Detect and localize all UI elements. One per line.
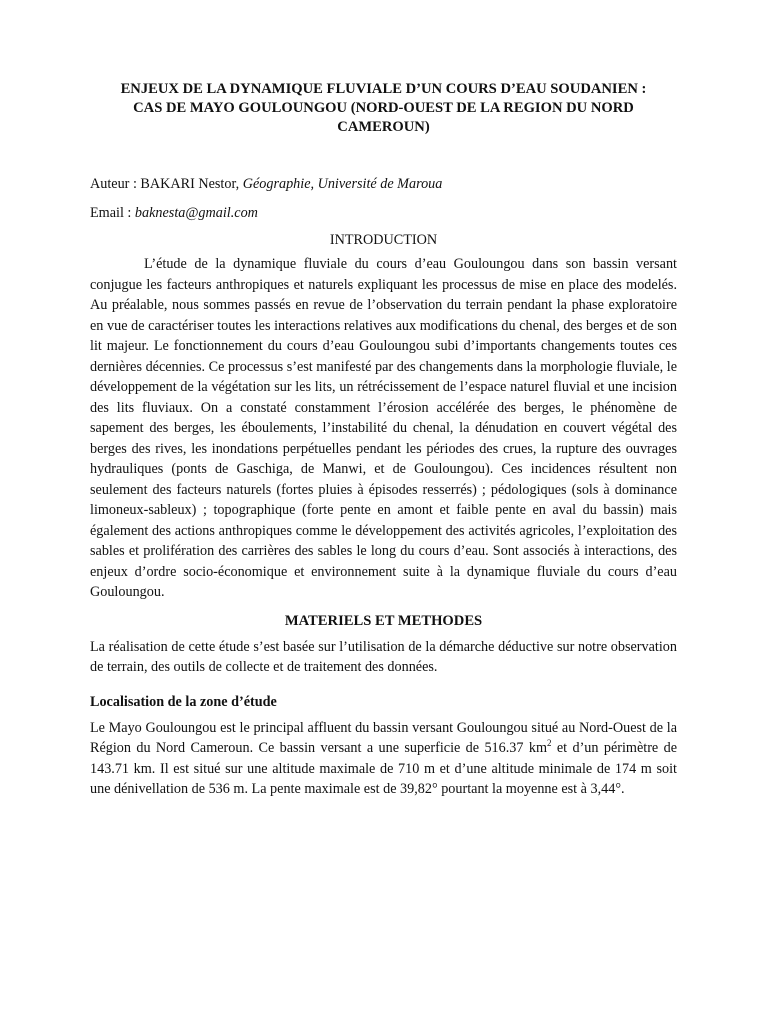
localisation-text-part-2: et d’un périmètre de 143.71 km. Il est situé sur une altitude maximale de 710 m et d’une altitude minimale de 174 m soit une dénivellation de 536 m. La pente maximale est de 39,82° pourtant la moyenne est à 3,44°.	[90, 740, 677, 797]
paper-page	[90, 80, 677, 800]
title-line-2: CAS DE MAYO GOULOUNGOU (NORD-OUEST DE LA REGION DU NORD	[133, 100, 634, 116]
methods-heading: MATERIELS ET METHODES	[284, 612, 483, 629]
email-label: Email :	[90, 205, 135, 221]
email-line	[90, 204, 677, 223]
introduction-heading: INTRODUCTION	[329, 232, 438, 248]
email-address: baknesta@gmail.com	[134, 205, 258, 221]
title-line-3: CAMEROUN)	[337, 119, 430, 135]
introduction-paragraph: L’étude de la dynamique fluviale du cours d’eau Gouloungou dans son bassin versant conjugue les facteurs anthropiques et naturels expliquant les processus de mise en place des modelés. Au préalable, nous sommes passés en revue de l’observation du terrain pendant la phase exploratoire en vue de caractériser toutes les interactions relatives aux modifications du chenal, des berges et de son lit majeur. Le fonctionnement du cours d’eau Gouloungou subi d’importants changements toutes ces dernières décennies. Ce processus s’est manifesté par des changements dans la morphologie fluviale, le développement de la végétation sur les lits, un rétrécissement de l’espace naturel fluvial et une incision des lits fluviaux. On a constaté constamment l’érosion accélérée des berges, le phénomène de sapement des berges, les éboulements, l’instabilité du chenal, la dénudation en couvert végétal des berges des rives, les inondations perpétuelles pendant les périodes des crues, la rupture des ouvrages hydrauliques (ponts de Gaschiga, de Manwi, et de Gouloungou). Ces incidences résultent non seulement des facteurs naturels (fortes pluies à épisodes resserrés) ; pédologiques (sols à dominance limoneux-sableux) ; topographique (forte pente en amont et faible pente en aval du bassin) mais également des actions anthropiques comme le développement des activités agricoles, l’exploitation des sables et prolifération des carrières des sables le long du cours d’eau. Sont associés à interactions, des enjeux d’ordre socio-économique et environnement suite à la dynamique fluviale du cours d’eau Gouloungou.	[90, 256, 677, 600]
author-line	[90, 175, 677, 194]
superscript-2: 2	[546, 738, 552, 748]
author-affiliation: Géographie, Université de Maroua	[242, 176, 443, 192]
paper-title	[90, 80, 677, 137]
methods-paragraph: La réalisation de cette étude s’est basée sur l’utilisation de la démarche déductive sur notre observation de terrain, des outils de collecte et de traitement des données.	[90, 638, 677, 675]
author-label: Auteur : BAKARI Nestor,	[90, 176, 243, 192]
localisation-heading: Localisation de la zone d’étude	[90, 693, 277, 710]
localisation-text-part-1: Le Mayo Gouloungou est le principal affluent du bassin versant Gouloungou situé au Nord-Ouest de la Région du Nord Cameroun. Ce bassin versant a une superficie de 516.37 km	[90, 719, 677, 756]
title-line-1: ENJEUX DE LA DYNAMIQUE FLUVIALE D’UN COURS D’EAU SOUDANIEN :	[120, 81, 647, 97]
localisation-paragraph	[90, 718, 677, 800]
